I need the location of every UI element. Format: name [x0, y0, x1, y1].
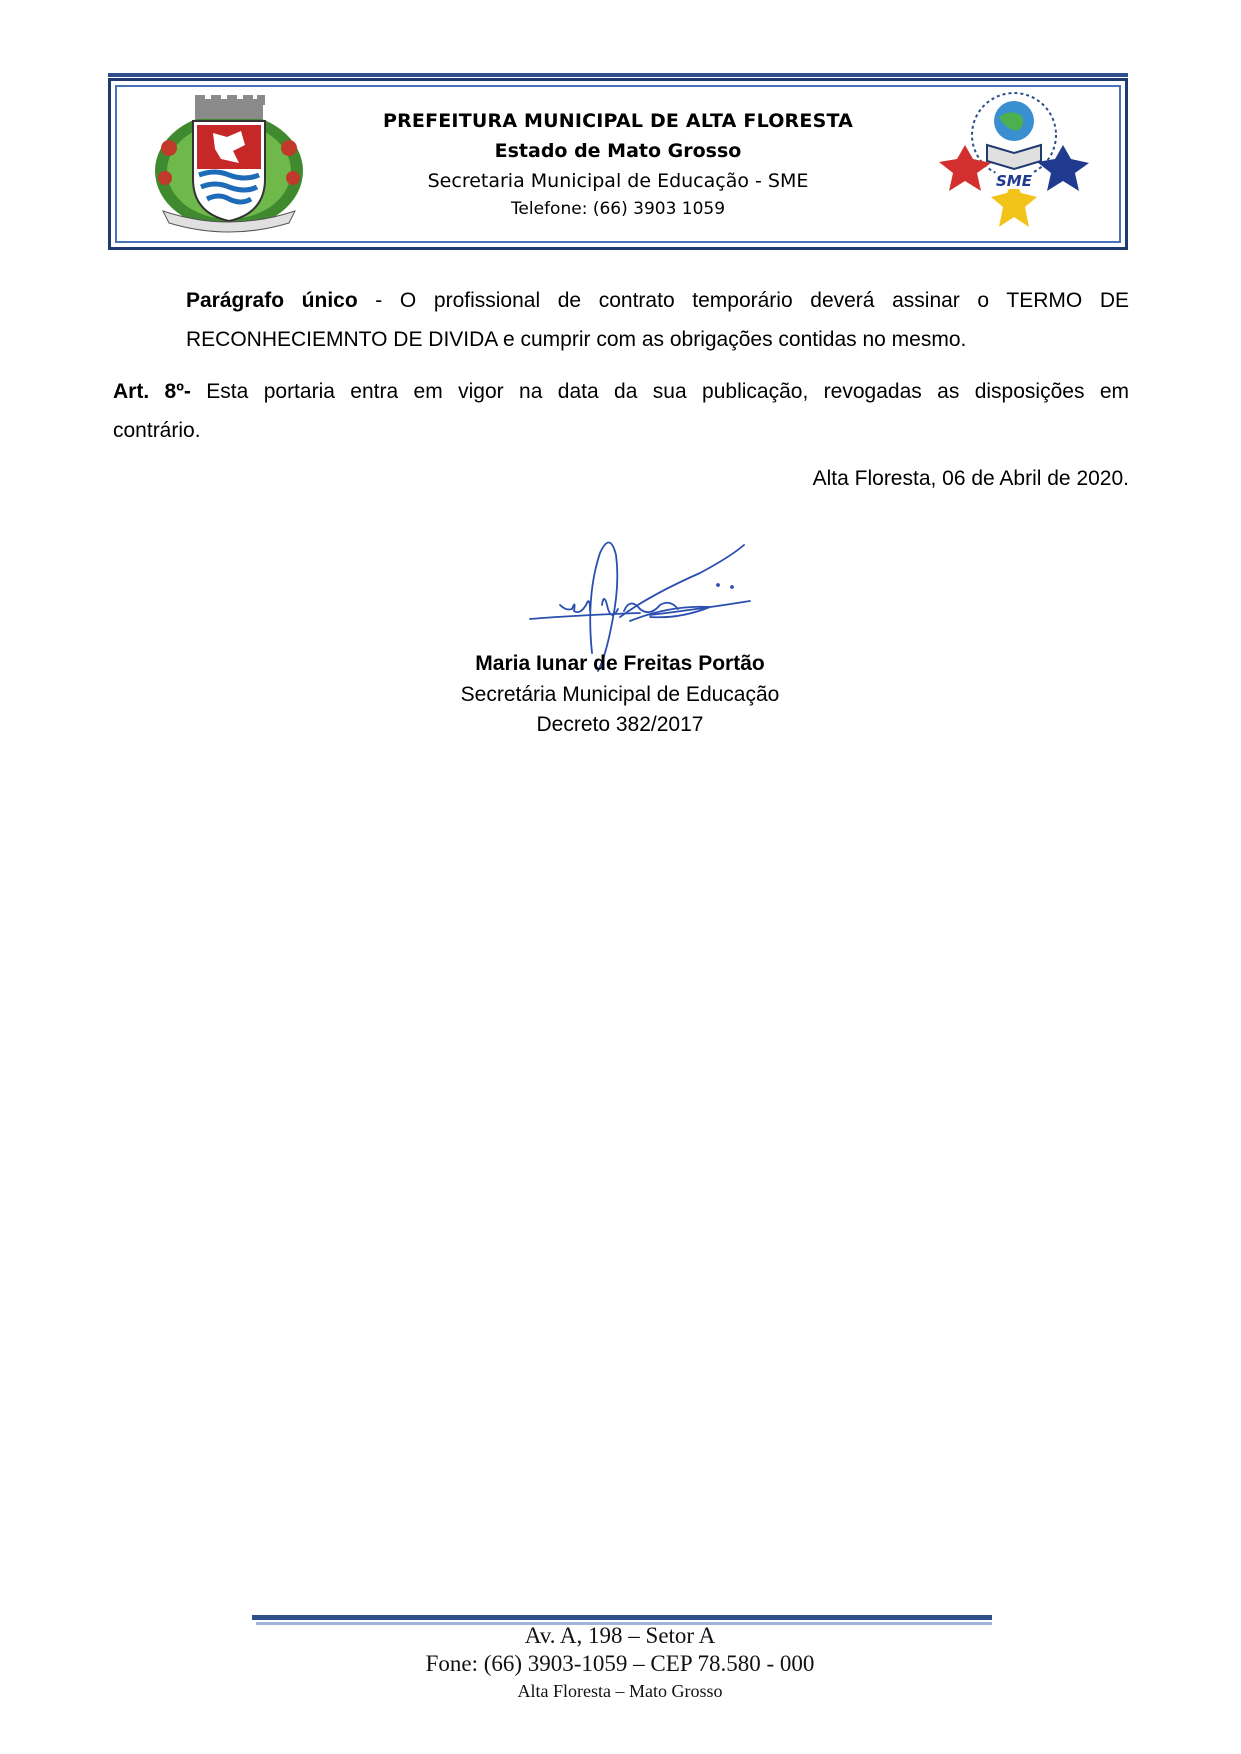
letterhead-frame: [108, 78, 1128, 250]
header-secretariat: Secretaria Municipal de Educação - SME: [427, 170, 809, 192]
article-8-line-1: [113, 372, 1129, 411]
header-phone: Telefone: (66) 3903 1059: [510, 199, 726, 219]
sme-logo-text: SME: [996, 172, 1032, 190]
signatory-decree: Decreto 382/2017: [536, 713, 704, 736]
footer-divider: [252, 1615, 992, 1620]
signatory-role: Secretária Municipal de Educação: [460, 683, 780, 706]
header-city-hall-title: PREFEITURA MUNICIPAL DE ALTA FLORESTA: [382, 110, 854, 132]
paragraph-unico-label: Parágrafo único: [186, 289, 358, 312]
date-line: Alta Floresta, 06 de Abril de 2020.: [812, 467, 1129, 490]
footer-address: Av. A, 198 – Setor A: [524, 1623, 716, 1648]
article-8: [113, 372, 1129, 450]
paragraph-unico-text: - O profissional de contrato temporário deverá assinar o TERMO DE: [357, 289, 1129, 312]
footer-city: Alta Floresta – Mato Grosso: [517, 1681, 723, 1701]
header-state: Estado de Mato Grosso: [494, 140, 742, 162]
article-8-text: Esta portaria entra em vigor na data da sua publicação, revogadas as disposições em: [190, 380, 1130, 403]
paragraph-unico-line-2: RECONHECIEMNTO DE DIVIDA e cumprir com as obrigações contidas no mesmo.: [186, 328, 967, 351]
paragraph-unico: [186, 281, 1129, 359]
article-8-label: Art. 8º-: [113, 380, 191, 403]
sme-logo-icon: [929, 87, 1099, 241]
paragraph-unico-line-1: [186, 281, 1129, 320]
signatory-name: Maria Iunar de Freitas Portão: [475, 652, 765, 675]
article-8-line-2: contrário.: [113, 419, 201, 442]
footer-phone-cep: Fone: (66) 3903-1059 – CEP 78.580 - 000: [425, 1651, 815, 1676]
